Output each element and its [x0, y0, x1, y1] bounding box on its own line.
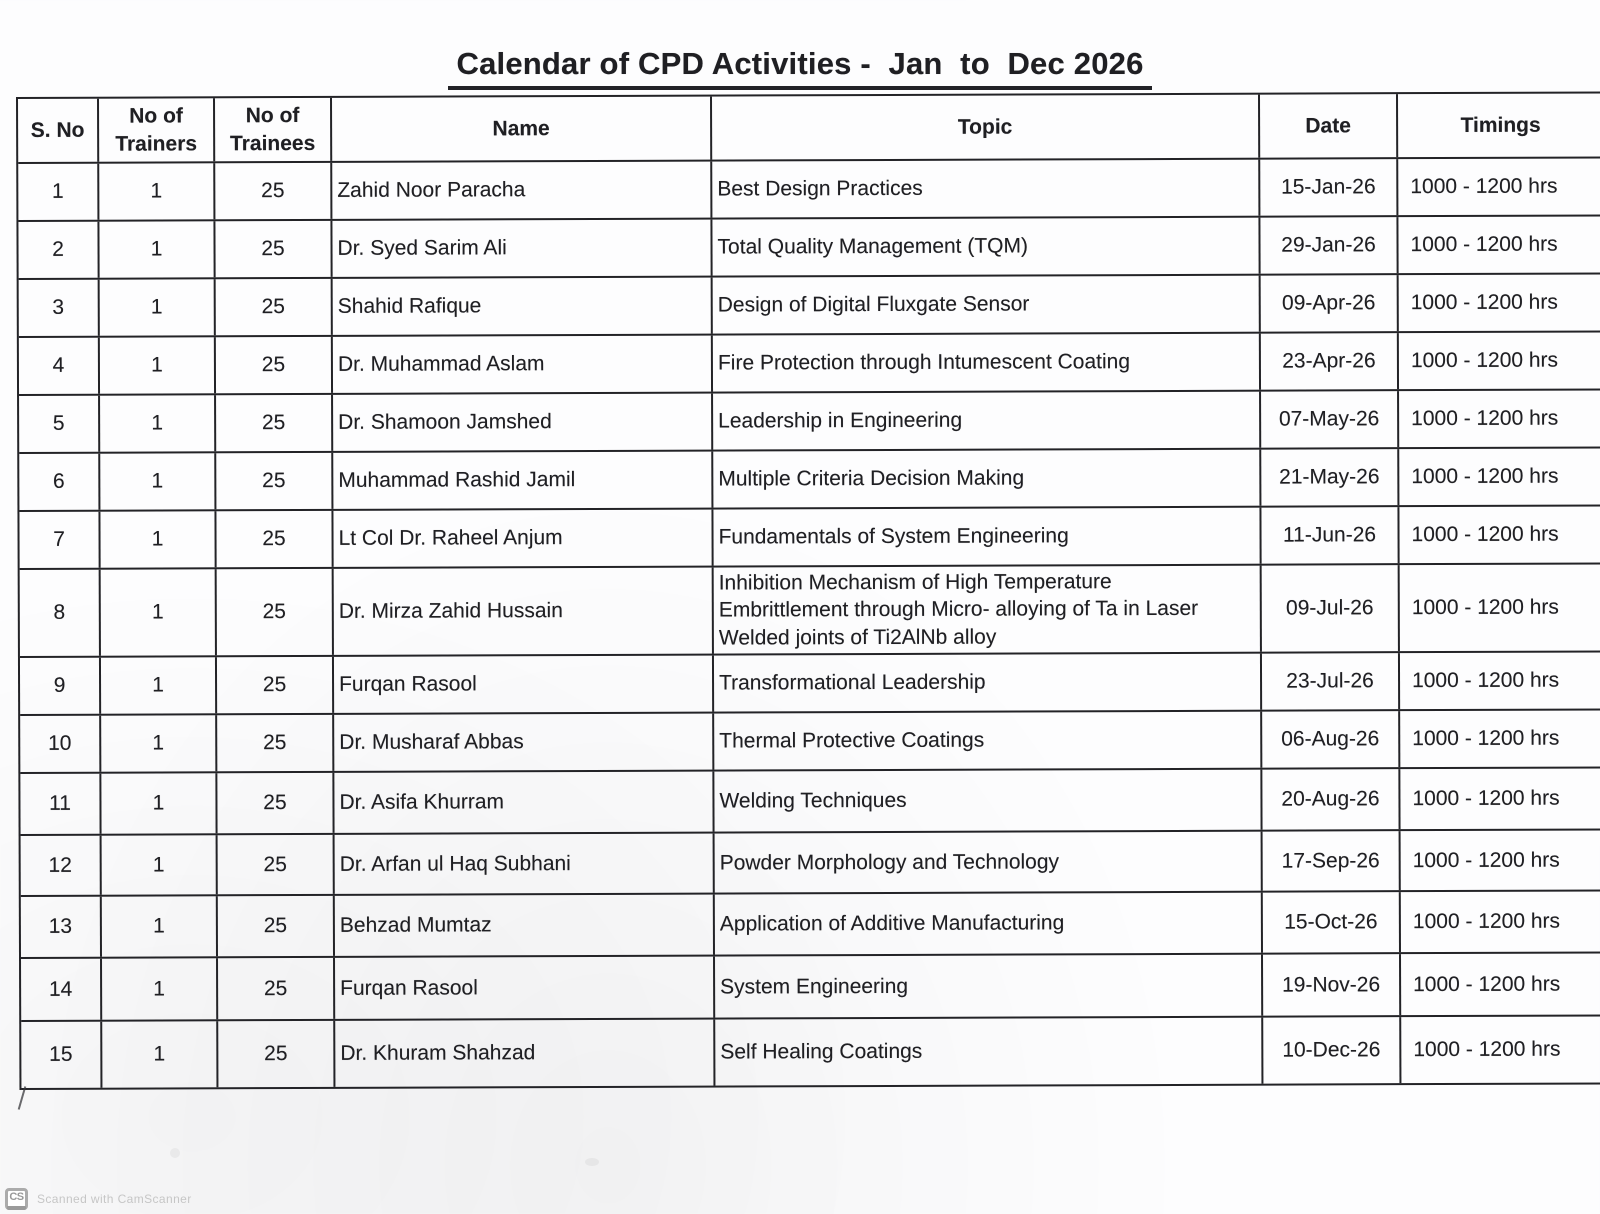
- cell-date: 23-Apr-26: [1261, 333, 1399, 389]
- camscanner-logo-bar: [7, 1206, 26, 1210]
- cell-topic: Multiple Criteria Decision Making: [713, 450, 1261, 508]
- cell-trainees: 25: [217, 569, 334, 655]
- cell-date: 19-Nov-26: [1263, 954, 1401, 1015]
- cell-topic: Application of Additive Manufacturing: [715, 893, 1263, 955]
- cell-trainers: 1: [101, 657, 217, 713]
- cell-trainees: 25: [218, 958, 335, 1019]
- table-row: [21, 953, 1600, 1022]
- cell-date: 23-Jul-26: [1262, 653, 1400, 709]
- cell-sno: 14: [21, 959, 102, 1020]
- cell-topic: Best Design Practices: [712, 160, 1260, 218]
- col-header-date: Date: [1260, 94, 1398, 157]
- cell-timings: 1000 - 1200 hrs: [1399, 506, 1600, 563]
- table-row: [19, 274, 1600, 338]
- cell-sno: 9: [20, 658, 101, 714]
- camscanner-watermark: [5, 1188, 192, 1210]
- cell-sno: 7: [19, 512, 100, 568]
- cell-topic: Transformational Leadership: [714, 654, 1262, 712]
- cell-name: Dr. Mirza Zahid Hussain: [334, 568, 714, 655]
- cell-date: 11-Jun-26: [1261, 507, 1399, 563]
- cell-trainees: 25: [216, 337, 333, 393]
- table-row: [20, 768, 1600, 836]
- cell-trainers: 1: [100, 279, 216, 335]
- cell-sno: 13: [21, 897, 102, 957]
- cell-sno: 10: [20, 716, 101, 772]
- cell-trainers: 1: [101, 773, 217, 833]
- cell-timings: 1000 - 1200 hrs: [1399, 448, 1600, 505]
- cell-date: 17-Sep-26: [1263, 831, 1401, 890]
- cell-date: 15-Oct-26: [1263, 892, 1401, 952]
- cell-name: Lt Col Dr. Raheel Anjum: [333, 510, 713, 567]
- cell-topic: Self Healing Coatings: [715, 1018, 1263, 1086]
- cell-topic: System Engineering: [715, 955, 1263, 1018]
- table-header-row: [18, 93, 1600, 164]
- cell-topic: Fundamentals of System Engineering: [713, 508, 1261, 566]
- cell-timings: 1000 - 1200 hrs: [1400, 564, 1600, 651]
- cell-timings: 1000 - 1200 hrs: [1399, 390, 1600, 447]
- cell-timings: 1000 - 1200 hrs: [1401, 1016, 1600, 1083]
- cell-topic: Inhibition Mechanism of High Temperature Embrittlement through Micro- alloying of Ta in Laser Welded joints of Ti2AlNb alloy: [714, 566, 1262, 654]
- page-title-wrap: [0, 46, 1600, 90]
- table-row: [19, 506, 1600, 570]
- cell-topic: Total Quality Management (TQM): [712, 218, 1260, 276]
- cell-timings: 1000 - 1200 hrs: [1400, 710, 1600, 767]
- cpd-calendar-table: [16, 91, 1600, 1090]
- cell-sno: 6: [19, 454, 100, 510]
- cell-name: Zahid Noor Paracha: [332, 162, 712, 219]
- cell-timings: 1000 - 1200 hrs: [1399, 332, 1600, 389]
- cell-trainees: 25: [215, 163, 332, 219]
- cell-trainees: 25: [218, 1021, 335, 1087]
- cell-trainers: 1: [100, 453, 216, 509]
- table-row: [19, 332, 1600, 396]
- cell-sno: 8: [20, 570, 101, 656]
- cell-topic: Fire Protection through Intumescent Coating: [713, 334, 1261, 392]
- cell-name: Dr. Arfan ul Haq Subhani: [335, 834, 715, 894]
- table-row: [20, 652, 1600, 716]
- cell-date: 06-Aug-26: [1262, 711, 1400, 767]
- cell-trainees: 25: [216, 395, 333, 451]
- camscanner-logo: [5, 1188, 28, 1210]
- cell-topic: Powder Morphology and Technology: [715, 832, 1263, 893]
- table-row: [19, 390, 1600, 454]
- col-header-sno: S. No: [18, 99, 99, 162]
- cell-timings: 1000 - 1200 hrs: [1401, 891, 1600, 952]
- cell-sno: 15: [21, 1022, 102, 1088]
- cell-trainees: 25: [216, 453, 333, 509]
- cell-sno: 11: [20, 774, 101, 834]
- cell-sno: 12: [21, 836, 102, 895]
- cell-topic: Welding Techniques: [714, 770, 1262, 832]
- cell-timings: 1000 - 1200 hrs: [1400, 652, 1600, 709]
- cell-sno: 4: [19, 338, 100, 394]
- cell-topic: Thermal Protective Coatings: [714, 712, 1262, 770]
- cell-trainees: 25: [216, 279, 333, 335]
- table-row: [20, 710, 1600, 774]
- cell-trainees: 25: [218, 835, 335, 894]
- cell-timings: 1000 - 1200 hrs: [1401, 830, 1600, 890]
- cell-date: 07-May-26: [1261, 391, 1399, 447]
- cell-name: Dr. Muhammad Aslam: [333, 336, 713, 393]
- col-header-trainees: No of Trainees: [215, 98, 332, 161]
- table-row: [21, 1016, 1600, 1090]
- cell-sno: 2: [18, 222, 99, 278]
- cell-name: Shahid Rafique: [333, 278, 713, 335]
- camscanner-watermark-text: Scanned with CamScanner: [37, 1192, 192, 1206]
- cell-trainers: 1: [100, 511, 216, 567]
- cell-name: Dr. Asifa Khurram: [334, 772, 714, 833]
- cell-name: Dr. Syed Sarim Ali: [332, 220, 712, 277]
- cell-timings: 1000 - 1200 hrs: [1400, 768, 1600, 829]
- cell-name: Furqan Rasool: [335, 957, 715, 1019]
- cell-timings: 1000 - 1200 hrs: [1401, 953, 1600, 1015]
- cell-trainees: 25: [218, 896, 335, 956]
- cell-trainers: 1: [100, 395, 216, 451]
- col-header-name: Name: [332, 97, 712, 161]
- cell-name: Behzad Mumtaz: [335, 895, 715, 956]
- scan-smudge: [170, 1148, 180, 1158]
- cell-trainees: 25: [215, 221, 332, 277]
- cell-sno: 5: [19, 396, 100, 452]
- cell-trainers: 1: [99, 163, 215, 219]
- cell-trainers: 1: [101, 569, 217, 655]
- cell-timings: 1000 - 1200 hrs: [1398, 216, 1600, 273]
- cell-trainers: 1: [102, 896, 218, 956]
- table-row: [19, 448, 1600, 512]
- cell-sno: 1: [18, 164, 99, 220]
- cell-timings: 1000 - 1200 hrs: [1398, 158, 1600, 215]
- table-row: [20, 564, 1600, 658]
- cell-topic: Leadership in Engineering: [713, 392, 1261, 450]
- cell-name: Dr. Musharaf Abbas: [334, 714, 714, 771]
- cell-trainers: 1: [102, 835, 218, 894]
- cell-name: Dr. Khuram Shahzad: [335, 1020, 715, 1087]
- table-row: [21, 891, 1600, 959]
- cell-sno: 3: [19, 280, 100, 336]
- scan-smudge: [585, 1158, 599, 1166]
- col-header-trainers: No of Trainers: [99, 98, 215, 161]
- cell-trainees: 25: [217, 773, 334, 833]
- cell-trainers: 1: [102, 958, 218, 1019]
- cell-name: Dr. Shamoon Jamshed: [333, 394, 713, 451]
- cell-trainers: 1: [99, 221, 215, 277]
- cell-trainees: 25: [217, 715, 334, 771]
- col-header-timings: Timings: [1398, 93, 1600, 157]
- table-row: [18, 216, 1600, 280]
- cell-trainees: 25: [216, 511, 333, 567]
- cell-timings: 1000 - 1200 hrs: [1399, 274, 1600, 331]
- camscanner-logo-text: CS: [9, 1191, 24, 1203]
- page-title: Calendar of CPD Activities - Jan to Dec 2026: [448, 46, 1151, 90]
- table-row: [21, 830, 1600, 897]
- cell-trainers: 1: [101, 715, 217, 771]
- cell-date: 29-Jan-26: [1260, 217, 1398, 273]
- table-row: [18, 158, 1600, 222]
- cell-name: Muhammad Rashid Jamil: [333, 452, 713, 509]
- cell-date: 10-Dec-26: [1263, 1017, 1401, 1083]
- cell-trainers: 1: [102, 1021, 218, 1087]
- cell-date: 09-Apr-26: [1261, 275, 1399, 331]
- cell-trainers: 1: [100, 337, 216, 393]
- cell-trainees: 25: [217, 657, 334, 713]
- cell-date: 09-Jul-26: [1262, 565, 1400, 651]
- cell-name: Furqan Rasool: [334, 656, 714, 713]
- cell-date: 21-May-26: [1261, 449, 1399, 505]
- cell-topic: Design of Digital Fluxgate Sensor: [713, 276, 1261, 334]
- col-header-topic: Topic: [712, 95, 1260, 160]
- cell-date: 20-Aug-26: [1262, 769, 1400, 829]
- cell-date: 15-Jan-26: [1260, 159, 1398, 215]
